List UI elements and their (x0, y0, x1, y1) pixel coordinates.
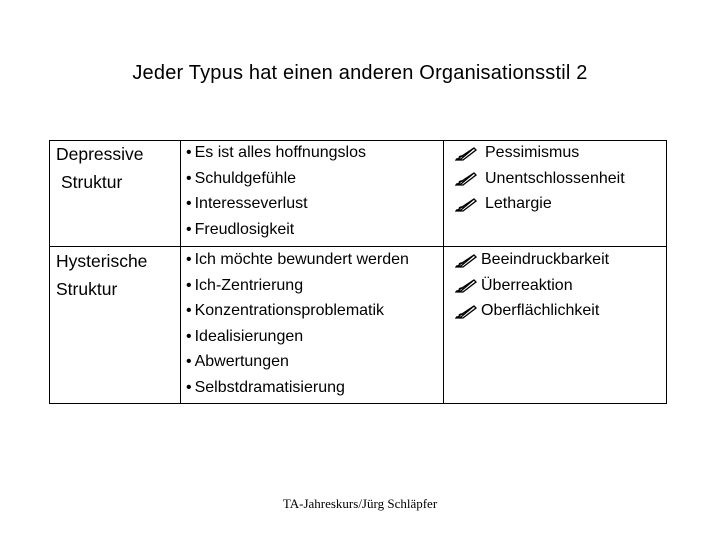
list-item: • Schuldgefühle (186, 169, 297, 187)
row-heading-hysterische (56, 247, 147, 303)
list-item: Beeindruckbarkeit (455, 247, 609, 273)
list-item: • Ich möchte bewundert werden (186, 251, 409, 268)
footer-credit: TA-Jahreskurs/Jürg Schläpfer (282, 496, 438, 511)
list-item: Lethargie (455, 191, 625, 217)
writing-hand-icon (455, 303, 477, 319)
list-item: Oberflächlichkeit (455, 298, 609, 324)
list-item: • Selbstdramatisierung (186, 378, 345, 396)
list-item: • Freudlosigkeit (186, 220, 295, 238)
writing-hand-icon (455, 145, 477, 161)
list-item: • Ich-Zentrierung (186, 276, 304, 294)
list-item: • Idealisierungen (186, 327, 304, 345)
list-item: • Es ist alles hoffnungslos (186, 144, 366, 161)
writing-hand-icon (455, 170, 477, 186)
trait-list-depressive (455, 140, 625, 217)
trait-list-hysterische (455, 247, 609, 324)
row-heading-depressive (56, 140, 144, 196)
bullet-list-depressive (186, 140, 366, 242)
list-item: Unentschlossenheit (455, 166, 625, 192)
list-item: Pessimismus (455, 140, 625, 166)
row-heading-line2: Struktur (61, 172, 123, 192)
page-title: Jeder Typus hat einen anderen Organisationsstil 2 (132, 62, 588, 84)
list-item: Überreaktion (455, 273, 609, 299)
list-item: • Konzentrationsproblematik (186, 302, 385, 319)
row-heading-line2: Struktur (56, 279, 118, 299)
row-heading-line1: Depressive (56, 144, 144, 164)
list-item: • Interesseverlust (186, 195, 308, 212)
writing-hand-icon (455, 196, 477, 212)
writing-hand-icon (455, 277, 477, 293)
row-heading-line1: Hysterische (56, 251, 148, 271)
table-divider-col2 (443, 140, 444, 404)
writing-hand-icon (455, 252, 477, 268)
bullet-list-hysterische (186, 247, 409, 400)
table-divider-col1 (180, 140, 181, 404)
list-item: • Abwertungen (186, 353, 289, 370)
